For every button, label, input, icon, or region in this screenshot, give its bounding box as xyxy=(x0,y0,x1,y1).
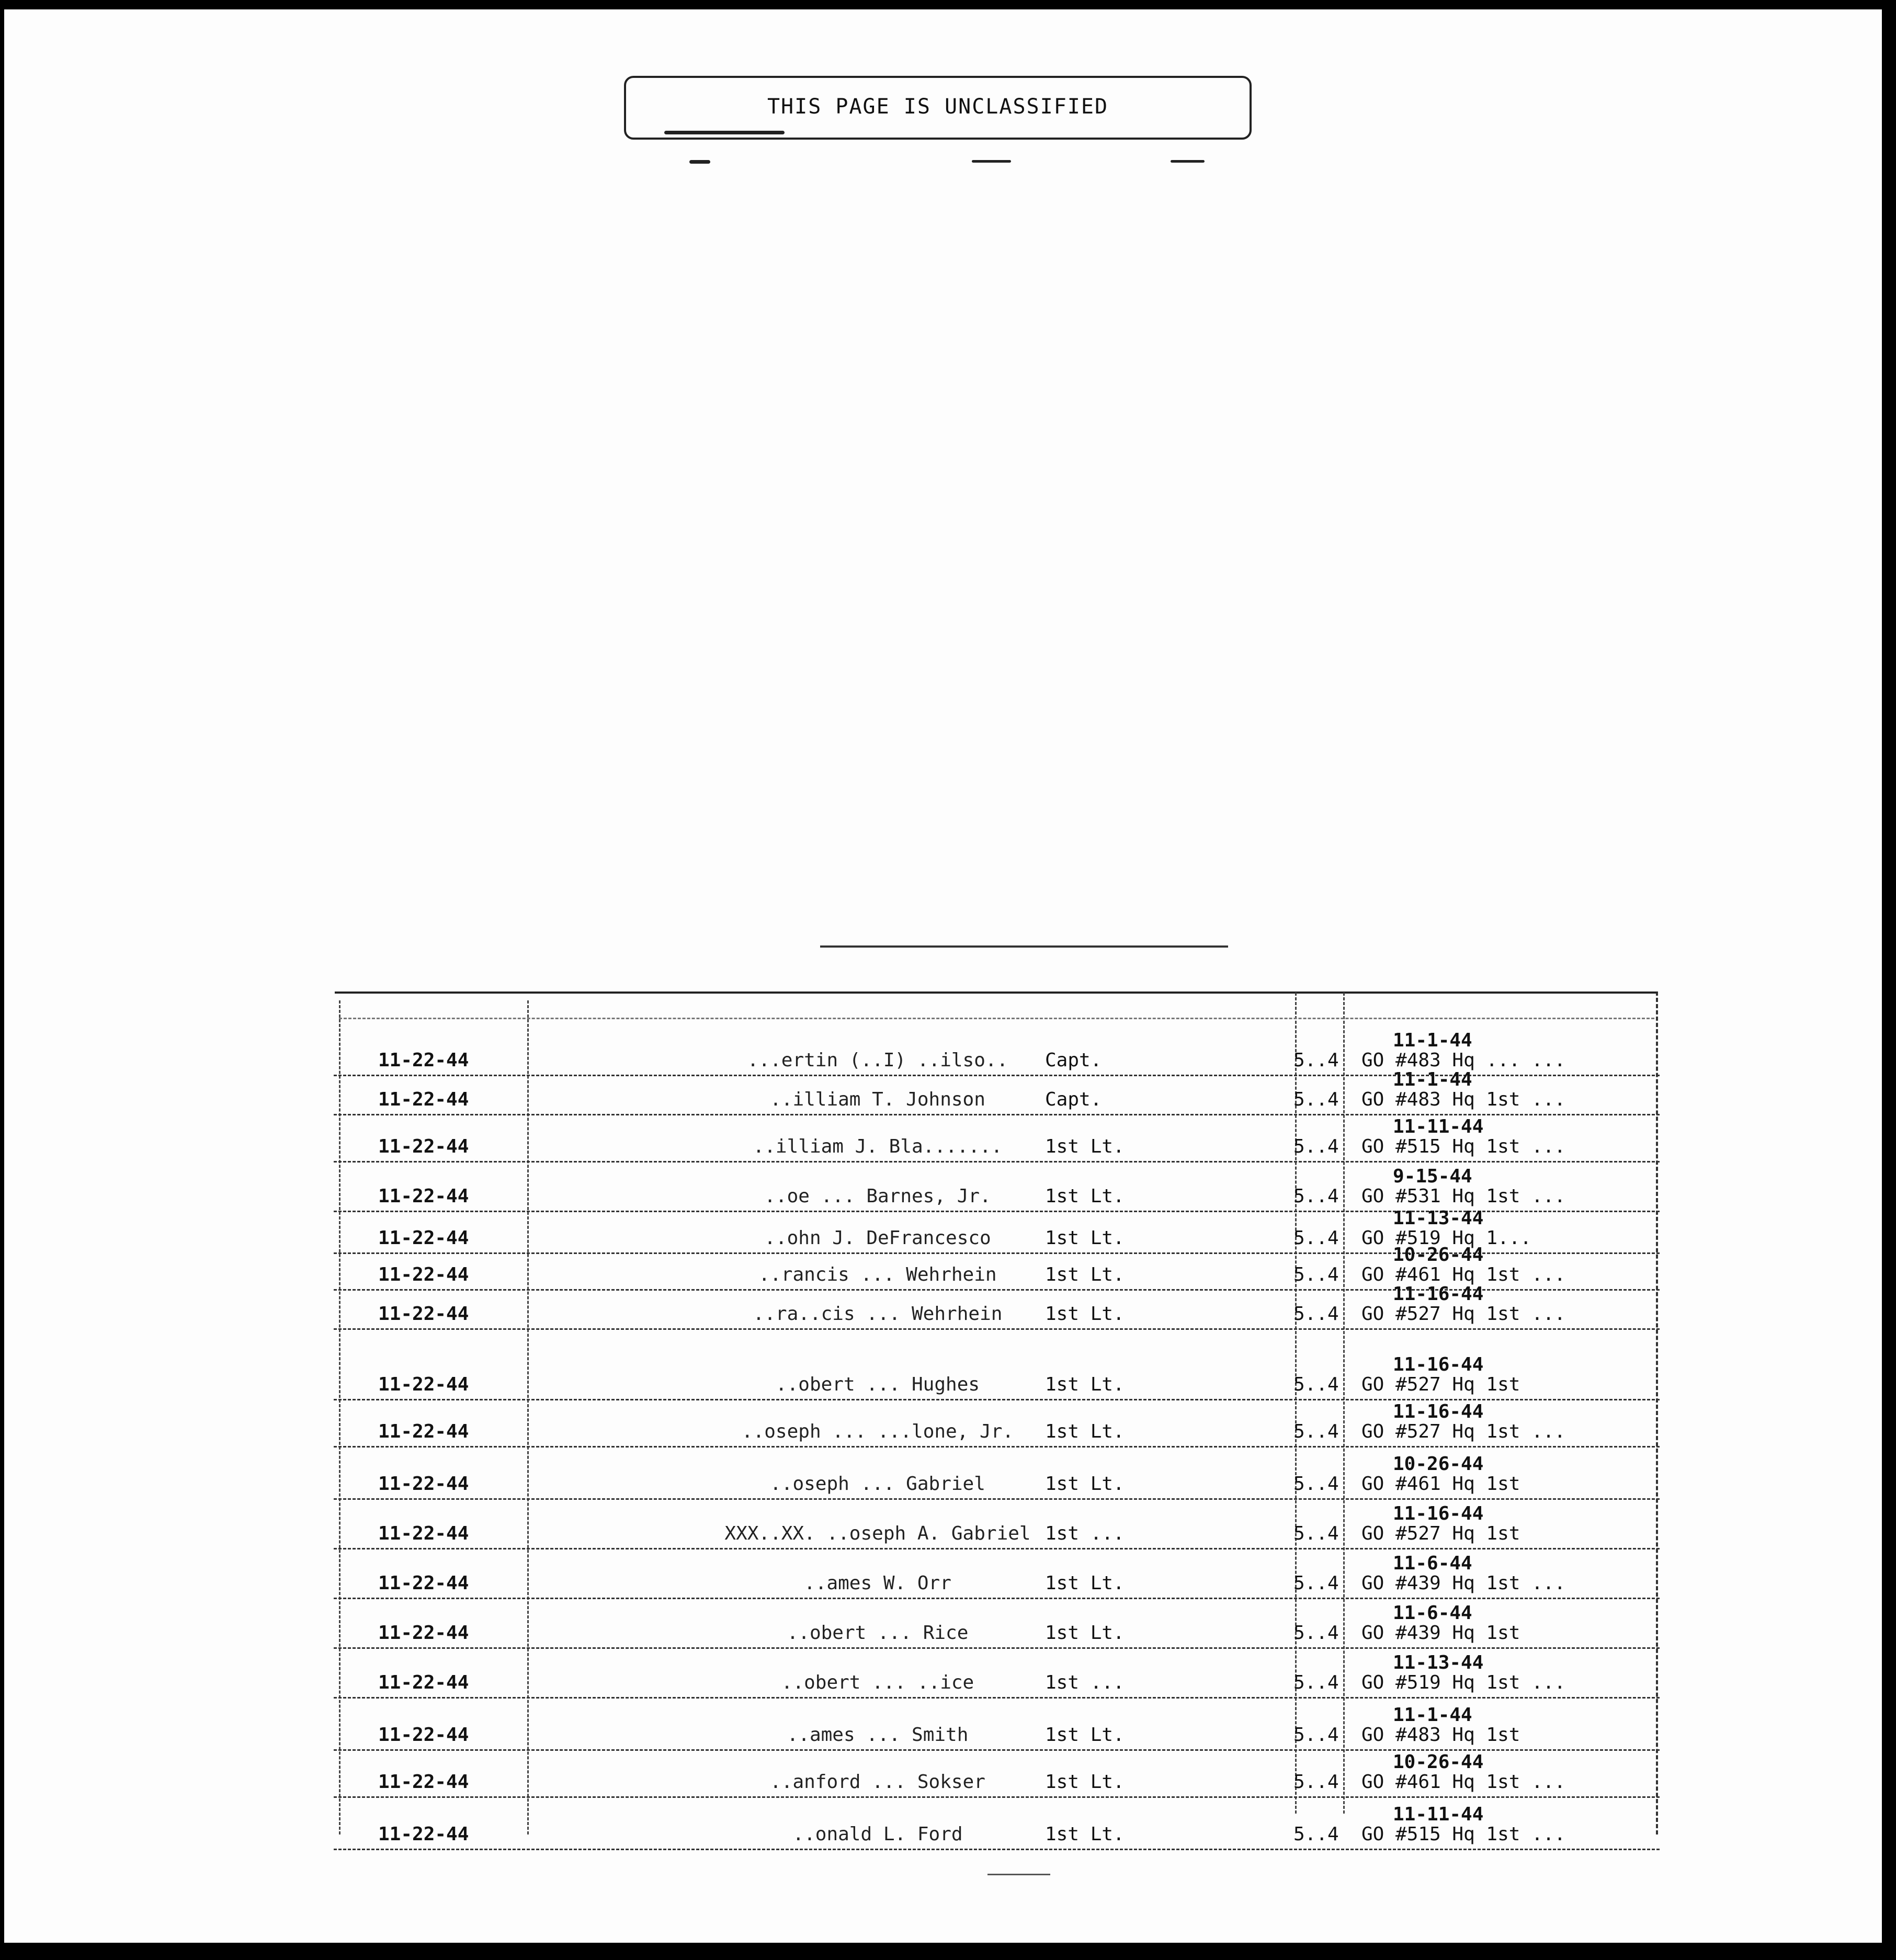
row-date: 11-22-44 xyxy=(378,1374,469,1395)
table-row xyxy=(334,1651,1660,1699)
row-unit: 5..4 xyxy=(1293,1724,1339,1746)
row-name: ..ohn J. DeFrancesco xyxy=(764,1227,991,1249)
table-row xyxy=(334,1552,1660,1599)
row-unit: 5..4 xyxy=(1293,1227,1339,1249)
row-name: ..obert ... Rice xyxy=(787,1622,969,1644)
row-authority: GO #515 Hq 1st ... xyxy=(1361,1136,1566,1157)
row-unit: 5..4 xyxy=(1293,1050,1339,1071)
row-authority-date: 11-16-44 xyxy=(1393,1401,1484,1422)
row-rule xyxy=(334,1598,1660,1599)
row-name: ..oe ... Barnes, Jr. xyxy=(764,1186,991,1207)
row-authority: GO #461 Hq 1st ... xyxy=(1361,1264,1566,1285)
row-authority: GO #527 Hq 1st xyxy=(1361,1374,1520,1395)
row-date: 11-22-44 xyxy=(378,1523,469,1544)
row-authority-date: 11-6-44 xyxy=(1393,1602,1472,1624)
row-authority-date: 10-26-44 xyxy=(1393,1244,1484,1266)
row-authority-date: 11-16-44 xyxy=(1393,1354,1484,1375)
row-authority: GO #439 Hq 1st ... xyxy=(1361,1572,1566,1594)
page-number-rule xyxy=(987,1874,1050,1875)
scan-edge xyxy=(0,1943,1896,1960)
row-date: 11-22-44 xyxy=(378,1771,469,1793)
row-date: 11-22-44 xyxy=(378,1136,469,1157)
table-row xyxy=(334,1502,1660,1549)
row-date: 11-22-44 xyxy=(378,1724,469,1746)
row-rule xyxy=(334,1446,1660,1448)
document-page xyxy=(4,9,1882,1944)
row-unit: 5..4 xyxy=(1293,1186,1339,1207)
row-authority: GO #483 Hq ... ... xyxy=(1361,1050,1566,1071)
row-name: ..onald L. Ford xyxy=(792,1824,963,1845)
row-rule xyxy=(334,1849,1660,1850)
row-unit: 5..4 xyxy=(1293,1523,1339,1544)
table-row xyxy=(334,1400,1660,1448)
heading-underline xyxy=(820,945,1228,948)
row-rule xyxy=(334,1796,1660,1798)
row-name: ..ra..cis ... Wehrhein xyxy=(753,1303,1003,1325)
row-rule xyxy=(334,1498,1660,1500)
row-authority-date: 10-26-44 xyxy=(1393,1751,1484,1773)
row-date: 11-22-44 xyxy=(378,1572,469,1594)
row-authority: GO #461 Hq 1st ... xyxy=(1361,1771,1566,1793)
row-authority: GO #527 Hq 1st ... xyxy=(1361,1421,1566,1442)
banner-smudge xyxy=(972,160,1011,163)
row-unit: 5..4 xyxy=(1293,1089,1339,1110)
table-row xyxy=(334,1602,1660,1649)
classification-banner xyxy=(624,76,1252,140)
row-grade: Capt. xyxy=(1045,1089,1102,1110)
row-authority: GO #439 Hq 1st xyxy=(1361,1622,1520,1644)
row-name: ..illiam J. Bla....... xyxy=(753,1136,1003,1157)
row-authority-date: 10-26-44 xyxy=(1393,1453,1484,1475)
row-authority-date: 11-13-44 xyxy=(1393,1652,1484,1673)
row-grade: 1st Lt. xyxy=(1045,1473,1125,1495)
row-unit: 5..4 xyxy=(1293,1771,1339,1793)
row-name: ..illiam T. Johnson xyxy=(770,1089,985,1110)
row-authority-date: 11-1-44 xyxy=(1393,1069,1472,1090)
table-row xyxy=(334,1115,1660,1163)
table-header-row xyxy=(339,997,1654,1019)
row-unit: 5..4 xyxy=(1293,1572,1339,1594)
row-authority: GO #519 Hq 1st ... xyxy=(1361,1672,1566,1693)
row-authority: GO #461 Hq 1st xyxy=(1361,1473,1520,1495)
row-authority-date: 11-1-44 xyxy=(1393,1704,1472,1726)
row-authority: GO #483 Hq 1st xyxy=(1361,1724,1520,1746)
row-unit: 5..4 xyxy=(1293,1421,1339,1442)
row-date: 11-22-44 xyxy=(378,1622,469,1644)
row-name: ..obert ... Hughes xyxy=(775,1374,980,1395)
row-name: XXX..XX. ..oseph A. Gabriel xyxy=(724,1523,1031,1544)
row-name: ..rancis ... Wehrhein xyxy=(758,1264,997,1285)
row-grade: 1st Lt. xyxy=(1045,1303,1125,1325)
row-unit: 5..4 xyxy=(1293,1622,1339,1644)
row-rule xyxy=(334,1647,1660,1649)
row-name: ..obert ... ..ice xyxy=(781,1672,974,1693)
row-authority: GO #531 Hq 1st ... xyxy=(1361,1186,1566,1207)
row-name: ..ames ... Smith xyxy=(787,1724,969,1746)
table-row xyxy=(334,1068,1660,1115)
row-grade: 1st Lt. xyxy=(1045,1421,1125,1442)
row-authority-date: 11-1-44 xyxy=(1393,1030,1472,1051)
row-unit: 5..4 xyxy=(1293,1672,1339,1693)
row-authority-date: 11-11-44 xyxy=(1393,1804,1484,1825)
row-authority: GO #519 Hq 1... xyxy=(1361,1227,1532,1249)
banner-smudge xyxy=(664,131,785,134)
row-grade: 1st Lt. xyxy=(1045,1227,1125,1249)
row-authority: GO #515 Hq 1st ... xyxy=(1361,1824,1566,1845)
row-authority: GO #527 Hq 1st xyxy=(1361,1523,1520,1544)
row-grade: 1st Lt. xyxy=(1045,1374,1125,1395)
table-row xyxy=(334,1353,1660,1400)
row-unit: 5..4 xyxy=(1293,1374,1339,1395)
row-rule xyxy=(334,1161,1660,1163)
row-date: 11-22-44 xyxy=(378,1050,469,1071)
table-row xyxy=(334,1283,1660,1330)
row-grade: 1st Lt. xyxy=(1045,1264,1125,1285)
row-authority-date: 11-13-44 xyxy=(1393,1207,1484,1229)
row-grade: 1st Lt. xyxy=(1045,1724,1125,1746)
row-unit: 5..4 xyxy=(1293,1824,1339,1845)
row-authority: GO #483 Hq 1st ... xyxy=(1361,1089,1566,1110)
table-row xyxy=(334,1751,1660,1798)
row-unit: 5..4 xyxy=(1293,1473,1339,1495)
row-authority-date: 11-16-44 xyxy=(1393,1503,1484,1524)
row-rule xyxy=(334,1328,1660,1330)
row-name: ..oseph ... ...lone, Jr. xyxy=(741,1421,1014,1442)
row-grade: 1st Lt. xyxy=(1045,1622,1125,1644)
row-date: 11-22-44 xyxy=(378,1303,469,1325)
row-authority-date: 11-11-44 xyxy=(1393,1116,1484,1137)
row-name: ..anford ... Sokser xyxy=(770,1771,985,1793)
banner-smudge xyxy=(1171,160,1205,163)
row-authority: GO #527 Hq 1st ... xyxy=(1361,1303,1566,1325)
classification-text: THIS PAGE IS UNCLASSIFIED xyxy=(767,95,1109,119)
row-grade: 1st Lt. xyxy=(1045,1771,1125,1793)
row-grade: 1st ... xyxy=(1045,1672,1125,1693)
row-name: ..oseph ... Gabriel xyxy=(770,1473,985,1495)
table-row xyxy=(334,1704,1660,1751)
row-grade: 1st ... xyxy=(1045,1523,1125,1544)
row-grade: 1st Lt. xyxy=(1045,1136,1125,1157)
row-date: 11-22-44 xyxy=(378,1473,469,1495)
row-unit: 5..4 xyxy=(1293,1264,1339,1285)
row-date: 11-22-44 xyxy=(378,1421,469,1442)
row-unit: 5..4 xyxy=(1293,1136,1339,1157)
table-row xyxy=(334,1165,1660,1212)
row-date: 11-22-44 xyxy=(378,1186,469,1207)
row-date: 11-22-44 xyxy=(378,1089,469,1110)
table-row xyxy=(334,1453,1660,1500)
row-grade: 1st Lt. xyxy=(1045,1824,1125,1845)
row-grade: 1st Lt. xyxy=(1045,1186,1125,1207)
row-authority-date: 9-15-44 xyxy=(1393,1166,1472,1187)
row-unit: 5..4 xyxy=(1293,1303,1339,1325)
row-date: 11-22-44 xyxy=(378,1824,469,1845)
row-name: ...ertin (..I) ..ilso.. xyxy=(747,1050,1008,1071)
row-authority-date: 11-16-44 xyxy=(1393,1283,1484,1305)
row-rule xyxy=(334,1697,1660,1699)
row-grade: Capt. xyxy=(1045,1050,1102,1071)
row-rule xyxy=(334,1548,1660,1549)
row-date: 11-22-44 xyxy=(378,1672,469,1693)
row-date: 11-22-44 xyxy=(378,1227,469,1249)
banner-smudge xyxy=(689,160,710,164)
table-row xyxy=(334,1803,1660,1850)
row-authority-date: 11-6-44 xyxy=(1393,1553,1472,1574)
row-name: ..ames W. Orr xyxy=(804,1572,951,1594)
row-grade: 1st Lt. xyxy=(1045,1572,1125,1594)
row-date: 11-22-44 xyxy=(378,1264,469,1285)
